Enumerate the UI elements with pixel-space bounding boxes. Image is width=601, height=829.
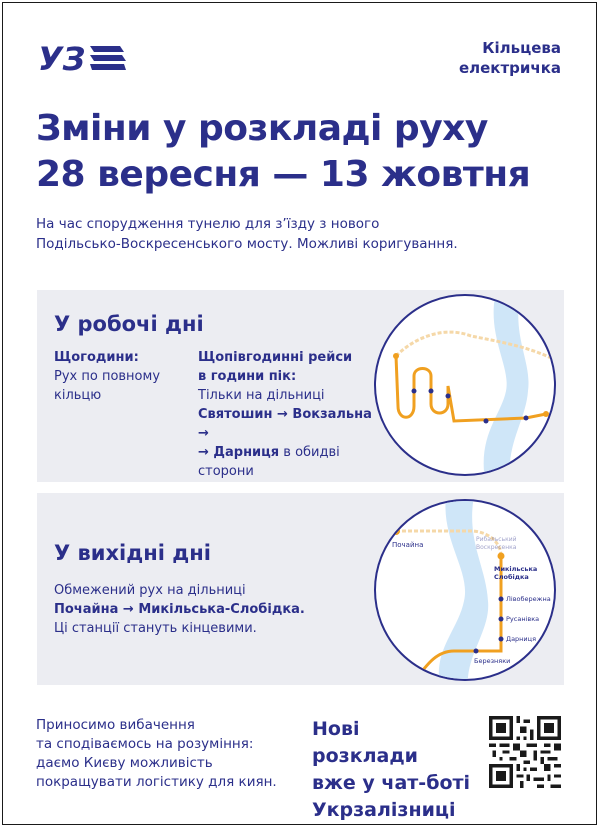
weekday-panel xyxy=(37,290,564,482)
label-voskresenka: Воскресенка xyxy=(476,544,517,551)
title-line1: Зміни у розкладі руху xyxy=(36,108,488,149)
peak-route1: Святошин → Вокзальна → xyxy=(198,407,372,441)
peak-heading-line2: в години пік: xyxy=(198,369,297,384)
subtitle xyxy=(36,214,536,254)
apology-line4: покращувати логістику для киян. xyxy=(36,774,277,790)
peak-line1: Тільки на дільниці xyxy=(198,388,325,403)
title-line2: 28 вересня — 13 жовтня xyxy=(36,154,531,195)
peak-block xyxy=(198,348,378,481)
weekend-panel xyxy=(37,493,564,685)
apology-line1: Приносимо вибачення xyxy=(36,717,195,733)
label-mykilska-2: Слобідка xyxy=(494,573,529,581)
apology-line3: даємо Києву можливість xyxy=(36,755,213,771)
hourly-line2: кільцю xyxy=(54,388,102,403)
page-title xyxy=(36,106,576,198)
chatbot-line2: вже у чат-боті xyxy=(312,772,471,794)
apology-text xyxy=(36,716,296,792)
station-pochaina-marker xyxy=(392,527,400,535)
chatbot-callout xyxy=(312,716,472,824)
weekend-title: У вихідні дні xyxy=(54,541,211,565)
label-rusanivka: Русанівка xyxy=(506,615,540,623)
label-darnytsia: Дарниця xyxy=(506,635,536,643)
label-mykilska-1: Микільська xyxy=(494,565,538,573)
uz-logo-icon xyxy=(38,42,126,74)
subtitle-line1: На час спорудження тунелю для з’їзду з нового xyxy=(36,216,380,232)
subtitle-line2: Подільсько-Воскресенського мосту. Можливі коригування. xyxy=(36,236,458,252)
label-berezniaky: Березняки xyxy=(474,657,511,665)
weekday-title: У робочі дні xyxy=(54,312,204,336)
service-name-line2: електричка xyxy=(458,59,561,77)
weekday-route-map xyxy=(374,294,556,476)
hourly-heading: Щогодини: xyxy=(54,350,139,365)
chatbot-line1: Нові розклади xyxy=(312,718,418,767)
peak-line-last: сторони xyxy=(198,464,254,479)
service-name-line1: Кільцева xyxy=(482,39,561,57)
qr-code-icon[interactable] xyxy=(489,716,561,788)
weekend-line3: Ці станції стануть кінцевими. xyxy=(54,621,257,636)
service-name xyxy=(459,38,561,78)
peak-route2: → Дарниця xyxy=(198,445,280,460)
weekend-route-map xyxy=(374,499,556,681)
weekend-route: Почайна → Микільська-Слобідка. xyxy=(54,602,305,617)
weekend-description xyxy=(54,581,354,638)
hourly-block xyxy=(54,348,184,405)
hourly-line1: Рух по повному xyxy=(54,369,161,384)
apology-line2: та сподіваємось на розуміння: xyxy=(36,736,254,752)
chatbot-line3: Укрзалізниці xyxy=(312,799,456,821)
label-rybalskyi: Рибальський xyxy=(476,536,517,543)
peak-route-tail: в обидві xyxy=(279,445,340,460)
logo-text: УЗ xyxy=(38,42,86,74)
peak-heading-line1: Щопівгодинні рейси xyxy=(198,350,353,365)
label-pochaina: Почайна xyxy=(392,541,424,549)
station-mykilska-marker xyxy=(498,553,505,560)
weekend-line1: Обмежений рух на дільниці xyxy=(54,583,246,598)
label-livoberezhna: Лівобережна xyxy=(506,595,551,603)
